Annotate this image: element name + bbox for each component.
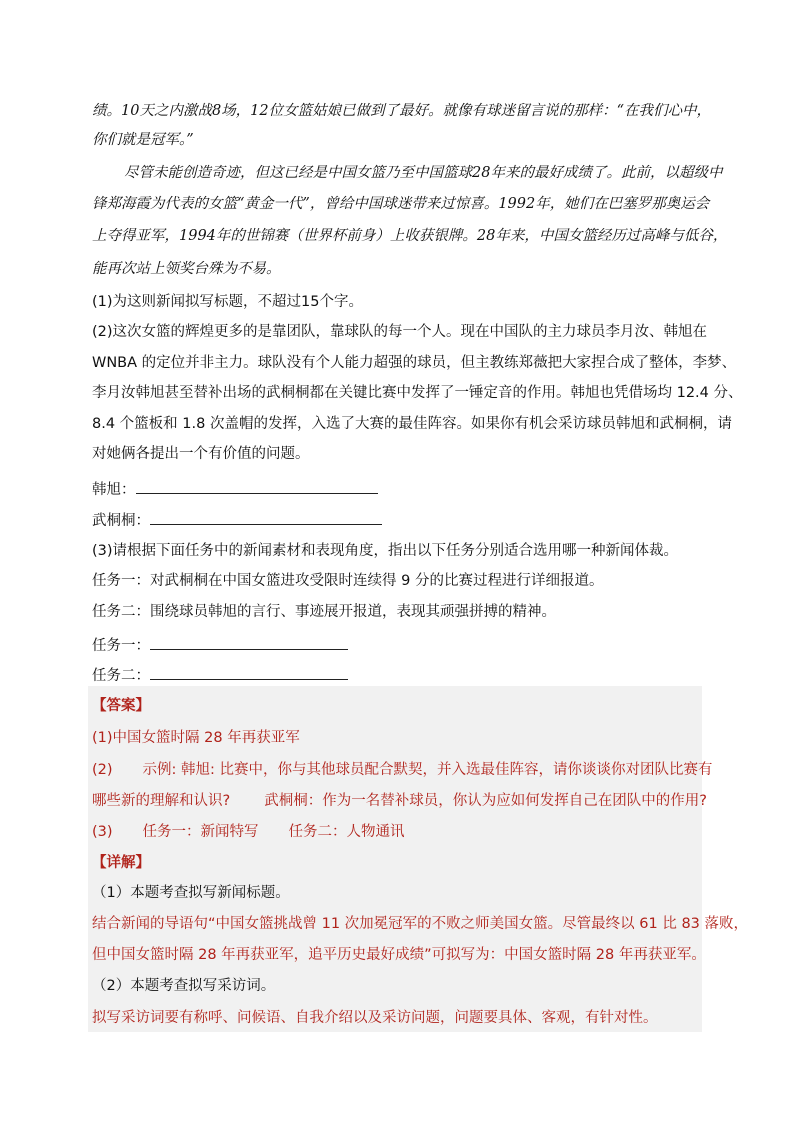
detail-1-line: 但中国女篮时隔 28 年再获亚军，追平历史最好成绩”可拟写为：中国女篮时隔 28 年再获亚军。 — [92, 947, 706, 963]
detail-1-title: （1）本题考查拟写新闻标题。 — [92, 885, 290, 901]
task-1-label: 任务一： — [92, 638, 150, 654]
question-2-line: 8.4 个篮板和 1.8 次盖帽的发挥，入选了大赛的最佳阵容。如果你有机会采访球员韩旭和武桐桐，请 — [92, 416, 732, 432]
answer-3-task-2: 任务二：人物通讯 — [288, 824, 405, 840]
passage-line: 能再次站上领奖台殊为不易。 — [92, 261, 281, 277]
answer-2-line — [92, 790, 707, 812]
answer-2-line — [92, 759, 713, 781]
question-2-line: 对她俩各提出一个有价值的问题。 — [92, 446, 310, 462]
answer-2-text: 哪些新的理解和认识? — [92, 793, 231, 809]
task-1-answer-blank[interactable] — [150, 634, 348, 650]
answer-3-task-1: 任务一：新闻特写 — [142, 824, 259, 840]
answer-3-line — [92, 821, 704, 843]
task-1: 任务一：对武桐桐在中国女篮进攻受限时连续得 9 分的比赛过程进行详细报道。 — [92, 573, 604, 589]
task-2-answer-blank[interactable] — [150, 664, 348, 680]
answer-2-text: 武桐桐：作为一名替补球员，你认为应如何发挥自己在团队中的作用? — [264, 793, 707, 809]
wutongtong-answer-row — [92, 509, 704, 532]
passage-line: 尽管未能创造奇迹，但这已经是中国女篮乃至中国篮球28年来的最好成绩了。此前，以超级中 — [124, 165, 723, 181]
detail-2-title: （2）本题考查拟写采访词。 — [92, 978, 276, 994]
passage-line: 上夺得亚军，1994年的世锦赛（世界杯前身）上收获银牌。28年来，中国女篮经历过高峰与低谷， — [92, 228, 728, 244]
passage-line: 绩。10天之内激战8场，12位女篮姑娘已做到了最好。就像有球迷留言说的那样：“在我们心中， — [92, 103, 712, 119]
hanxu-label: 韩旭： — [92, 482, 136, 498]
hanxu-answer-row — [92, 478, 704, 501]
detail-heading: 【详解】 — [92, 855, 150, 871]
answer-2-number: (2) — [92, 762, 113, 778]
answer-1: (1)中国女篮时隔 28 年再获亚军 — [92, 730, 300, 746]
passage-line: 你们就是冠军。” — [92, 132, 194, 148]
question-2-line: (2)这次女篮的辉煌更多的是靠团队，靠球队的每一个人。现在中国队的主力球员李月汝、韩旭在 — [92, 324, 708, 340]
passage-line: 锋郑海霞为代表的女篮“黄金一代”，曾给中国球迷带来过惊喜。1992年，她们在巴塞罗那奥运会 — [92, 196, 710, 212]
question-1: (1)为这则新闻拟写标题，不超过15个字。 — [92, 294, 363, 310]
question-2-line: WNBA 的定位并非主力。球队没有个人能力超强的球员，但主教练郑薇把大家捏合成了整体，李梦、 — [92, 355, 737, 371]
hanxu-answer-blank[interactable] — [136, 478, 378, 494]
detail-1-line: 结合新闻的导语句“中国女篮挑战曾 11 次加冕冠军的不败之师美国女篮。尽管最终以 61 比 83 落败， — [92, 916, 749, 932]
detail-2-line: 拟写采访词要有称呼、问候语、自我介绍以及采访问题，问题要具体、客观，有针对性。 — [92, 1010, 658, 1026]
answer-2-text: 示例: 韩旭: 比赛中，你与其他球员配合默契，并入选最佳阵容，请你谈谈你对团队比赛有 — [142, 762, 713, 778]
answer-3-number: (3) — [92, 824, 113, 840]
task-2: 任务二：围绕球员韩旭的言行、事迹展开报道，表现其顽强拼搏的精神。 — [92, 604, 556, 620]
question-2-line: 李月汝韩旭甚至替补出场的武桐桐都在关键比赛中发挥了一锤定音的作用。韩旭也凭借场均 12.4 分、 — [92, 385, 743, 401]
wutongtong-label: 武桐桐： — [92, 513, 150, 529]
task-1-answer-row — [92, 634, 704, 657]
question-3: (3)请根据下面任务中的新闻素材和表现角度，指出以下任务分别适合选用哪一种新闻体裁。 — [92, 543, 679, 559]
task-2-label: 任务二： — [92, 668, 150, 684]
wutongtong-answer-blank[interactable] — [150, 509, 382, 525]
answer-heading: 【答案】 — [92, 698, 150, 714]
task-2-answer-row — [92, 664, 704, 687]
